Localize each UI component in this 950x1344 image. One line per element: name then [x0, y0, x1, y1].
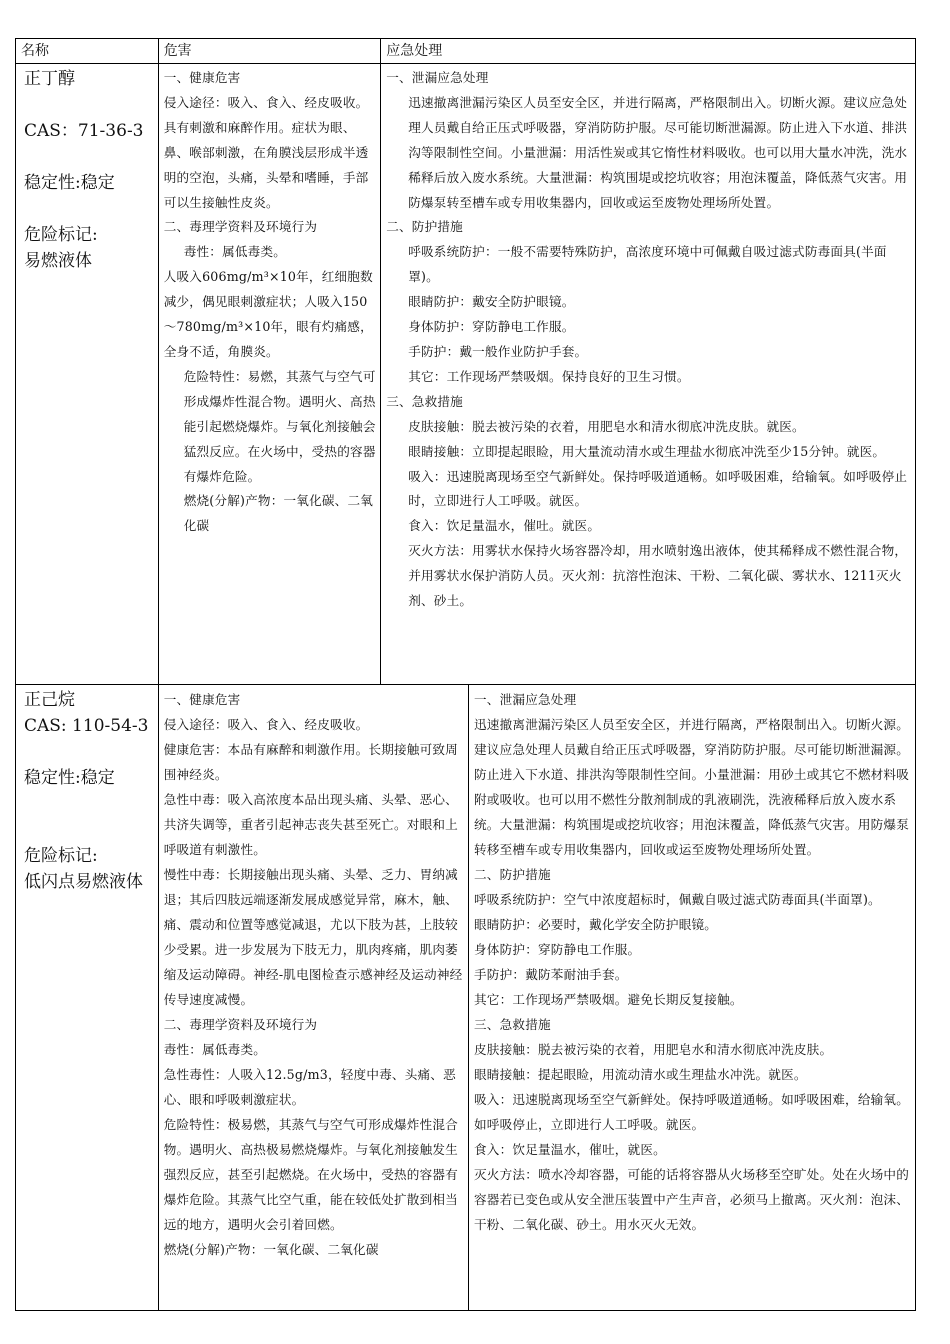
hazard-mark-value: 易燃液体	[24, 251, 92, 271]
emergency-paragraph: 眼睛接触：提起眼睑，用流动清水或生理盐水冲洗。就医。	[474, 1067, 807, 1082]
emergency-paragraph: 呼吸系统防护：一般不需要特殊防护，高浓度环境中可佩戴自吸过滤式防毒面具(半面罩)。	[408, 244, 887, 285]
emergency-section-title: 二、防护措施	[386, 219, 463, 235]
hazard-paragraph: 燃烧(分解)产物：一氧化碳、二氧化碳	[163, 1242, 379, 1257]
emergency-paragraph: 吸入：迅速脱离现场至空气新鲜处。保持呼吸道通畅。如呼吸困难，给输氧。如呼吸停止时，立即进行人工呼吸。就医。	[408, 468, 908, 509]
hazard-section-title: 一、健康危害	[163, 692, 241, 707]
emergency-paragraph: 皮肤接触：脱去被污染的衣着，用肥皂水和清水彻底冲洗皮肤。	[474, 1042, 833, 1057]
substance-name: 正丁醇	[24, 69, 75, 89]
emergency-paragraph: 迅速撤离泄漏污染区人员至安全区，并进行隔离，严格限制出入。切断火源。建议应急处理人员戴自给正压式呼吸器，穿消防防护服。尽可能切断泄漏源。防止进入下水道、排洪沟等限制性空间。小量泄漏：用砂土或其它不燃材料吸附或吸收。也可以用不燃性分散剂制成的乳液刷洗，洗液稀释后放入废水系统。大量泄漏：构筑围堤或挖坑收容；用泡沫覆盖，降低蒸气灾害。用防爆泵转移至槽车或专用收集器内，回收或运至废物处理场所处置。	[474, 717, 910, 857]
hazard-section-title: 二、毒理学资料及环境行为	[163, 1017, 318, 1032]
emergency-cell	[468, 685, 915, 1310]
hazard-paragraph: 急性中毒：吸入高浓度本品出现头痛、头晕、恶心、共济失调等，重者引起神志丧失甚至死亡。对眼和上呼吸道有刺激性。	[163, 792, 458, 857]
hazard-section-title: 二、毒理学资料及环境行为	[163, 219, 318, 235]
cas-number: CAS：71-36-3	[24, 121, 144, 141]
header-hazard: 危害	[158, 39, 381, 63]
hazard-mark-label: 危险标记:	[24, 225, 98, 245]
table-row	[15, 684, 916, 1311]
hazard-paragraph: 毒性：属低毒类。	[183, 244, 287, 260]
emergency-paragraph: 迅速撤离泄漏污染区人员至安全区，并进行隔离，严格限制出入。切断火源。建议应急处理人员戴自给正压式呼吸器，穿消防防护服。尽可能切断泄漏源。防止进入下水道、排洪沟等限制性空间。小量泄漏：用活性炭或其它惰性材料吸收。也可以用大量水冲洗，洗水稀释后放入废水系统。大量泄漏：构筑围堤或挖坑收容；用泡沫覆盖，降低蒸气灾害。用防爆泵转至槽车或专用收集器内，回收或运至废物处理场所处置。	[408, 94, 908, 210]
chemical-safety-table	[15, 38, 916, 1311]
emergency-paragraph: 食入：饮足量温水，催吐，就医。	[474, 1142, 666, 1157]
header-name: 名称	[21, 43, 49, 59]
emergency-paragraph: 其它：工作现场严禁吸烟。避免长期反复接触。	[474, 992, 743, 1007]
emergency-paragraph: 手防护：戴一般作业防护手套。	[408, 343, 588, 359]
hazard-paragraph: 燃烧(分解)产物：一氧化碳、二氧化碳	[183, 493, 374, 534]
hazard-section-title: 一、健康危害	[163, 70, 241, 85]
emergency-section-title: 一、泄漏应急处理	[386, 70, 489, 85]
emergency-section-title: 二、防护措施	[474, 867, 551, 882]
cas-number: CAS: 110-54-3	[24, 716, 149, 736]
hazard-paragraph: 侵入途径：吸入、食入、经皮吸收。	[163, 717, 369, 732]
hazard-cell	[158, 64, 381, 684]
substance-name-cell	[16, 64, 158, 684]
hazard-cell	[158, 685, 468, 1310]
stability: 稳定性:稳定	[24, 173, 115, 193]
emergency-paragraph: 身体防护：穿防静电工作服。	[474, 942, 641, 957]
hazard-paragraph: 急性毒性：人吸入12.5g/m3，轻度中毒、头痛、恶心、眼和呼吸刺激症状。	[163, 1067, 456, 1107]
substance-name: 正己烷	[24, 690, 75, 710]
emergency-paragraph: 灭火方法：喷水冷却容器，可能的话将容器从火场移至空旷处。处在火场中的容器若已变色或从安全泄压装置中产生声音，必须马上撤离。灭火剂：泡沫、干粉、二氧化碳、砂土。用水灭火无效。	[474, 1167, 910, 1232]
hazard-paragraph: 人吸入606mg/m³×10年，红细胞数减少，偶见眼刺激症状；人吸入150～780mg/m³×10年，眼有灼痛感，全身不适，角膜炎。	[163, 269, 373, 359]
hazard-mark-value: 低闪点易燃液体	[24, 872, 143, 892]
emergency-paragraph: 其它：工作现场严禁吸烟。保持良好的卫生习惯。	[408, 368, 690, 384]
emergency-paragraph: 皮肤接触：脱去被污染的衣着，用肥皂水和清水彻底冲洗皮肤。就医。	[408, 418, 805, 434]
hazard-paragraph: 侵入途径：吸入、食入、经皮吸收。具有刺激和麻醉作用。症状为眼、鼻、喉部刺激，在角膜浅层形成半透明的空泡，头痛，头晕和嗜睡，手部可以生接触性皮炎。	[163, 94, 369, 210]
emergency-section-title: 三、急救措施	[386, 393, 463, 409]
emergency-section-title: 三、急救措施	[474, 1017, 551, 1032]
emergency-paragraph: 眼睛防护：必要时，戴化学安全防护眼镜。	[474, 917, 718, 932]
emergency-cell	[380, 64, 915, 684]
emergency-paragraph: 呼吸系统防护：空气中浓度超标时，佩戴自吸过滤式防毒面具(半面罩)。	[474, 892, 881, 907]
header-emergency: 应急处理	[380, 39, 915, 63]
hazard-paragraph: 毒性：属低毒类。	[163, 1042, 267, 1057]
hazard-paragraph: 危险特性：易燃，其蒸气与空气可形成爆炸性混合物。遇明火、高热能引起燃烧爆炸。与氧化剂接触会猛烈反应。在火场中，受热的容器有爆炸危险。	[183, 368, 376, 484]
stability: 稳定性:稳定	[24, 768, 115, 788]
emergency-paragraph: 食入：饮足量温水，催吐。就医。	[408, 518, 601, 534]
emergency-paragraph: 身体防护：穿防静电工作服。	[408, 319, 575, 335]
emergency-section-title: 一、泄漏应急处理	[474, 692, 577, 707]
table-row	[15, 63, 916, 684]
hazard-paragraph: 健康危害：本品有麻醉和刺激作用。长期接触可致周围神经炎。	[163, 742, 458, 782]
hazard-mark-label: 危险标记:	[24, 846, 98, 866]
hazard-paragraph: 慢性中毒：长期接触出现头痛、头晕、乏力、胃纳减退；其后四肢远端逐渐发展成感觉异常，麻木，触、痛、震动和位置等感觉减退，尤以下肢为甚，上肢较少受累。进一步发展为下肢无力，肌肉疼痛，肌肉萎缩及运动障碍。神经-肌电图检查示感神经及运动神经传导速度减慢。	[163, 867, 463, 1007]
emergency-paragraph: 手防护：戴防苯耐油手套。	[474, 967, 628, 982]
substance-name-cell	[16, 685, 158, 1310]
table-header-row	[15, 38, 916, 63]
emergency-paragraph: 吸入：迅速脱离现场至空气新鲜处。保持呼吸道通畅。如呼吸困难，给输氧。如呼吸停止，立即进行人工呼吸。就医。	[474, 1092, 910, 1132]
hazard-paragraph: 危险特性：极易燃，其蒸气与空气可形成爆炸性混合物。遇明火、高热极易燃烧爆炸。与氧化剂接触发生强烈反应，甚至引起燃烧。在火场中，受热的容器有爆炸危险。其蒸气比空气重，能在较低处扩散到相当远的地方，遇明火会引着回燃。	[163, 1117, 458, 1232]
emergency-paragraph: 灭火方法：用雾状水保持火场容器冷却，用水喷射逸出液体，使其稀释成不燃性混合物，并用雾状水保护消防人员。灭火剂：抗溶性泡沫、干粉、二氧化碳、雾状水、1211灭火剂、砂土。	[408, 543, 908, 609]
emergency-paragraph: 眼睛接触：立即提起眼睑，用大量流动清水或生理盐水彻底冲洗至少15分钟。就医。	[408, 443, 886, 459]
emergency-paragraph: 眼睛防护：戴安全防护眼镜。	[408, 294, 575, 310]
